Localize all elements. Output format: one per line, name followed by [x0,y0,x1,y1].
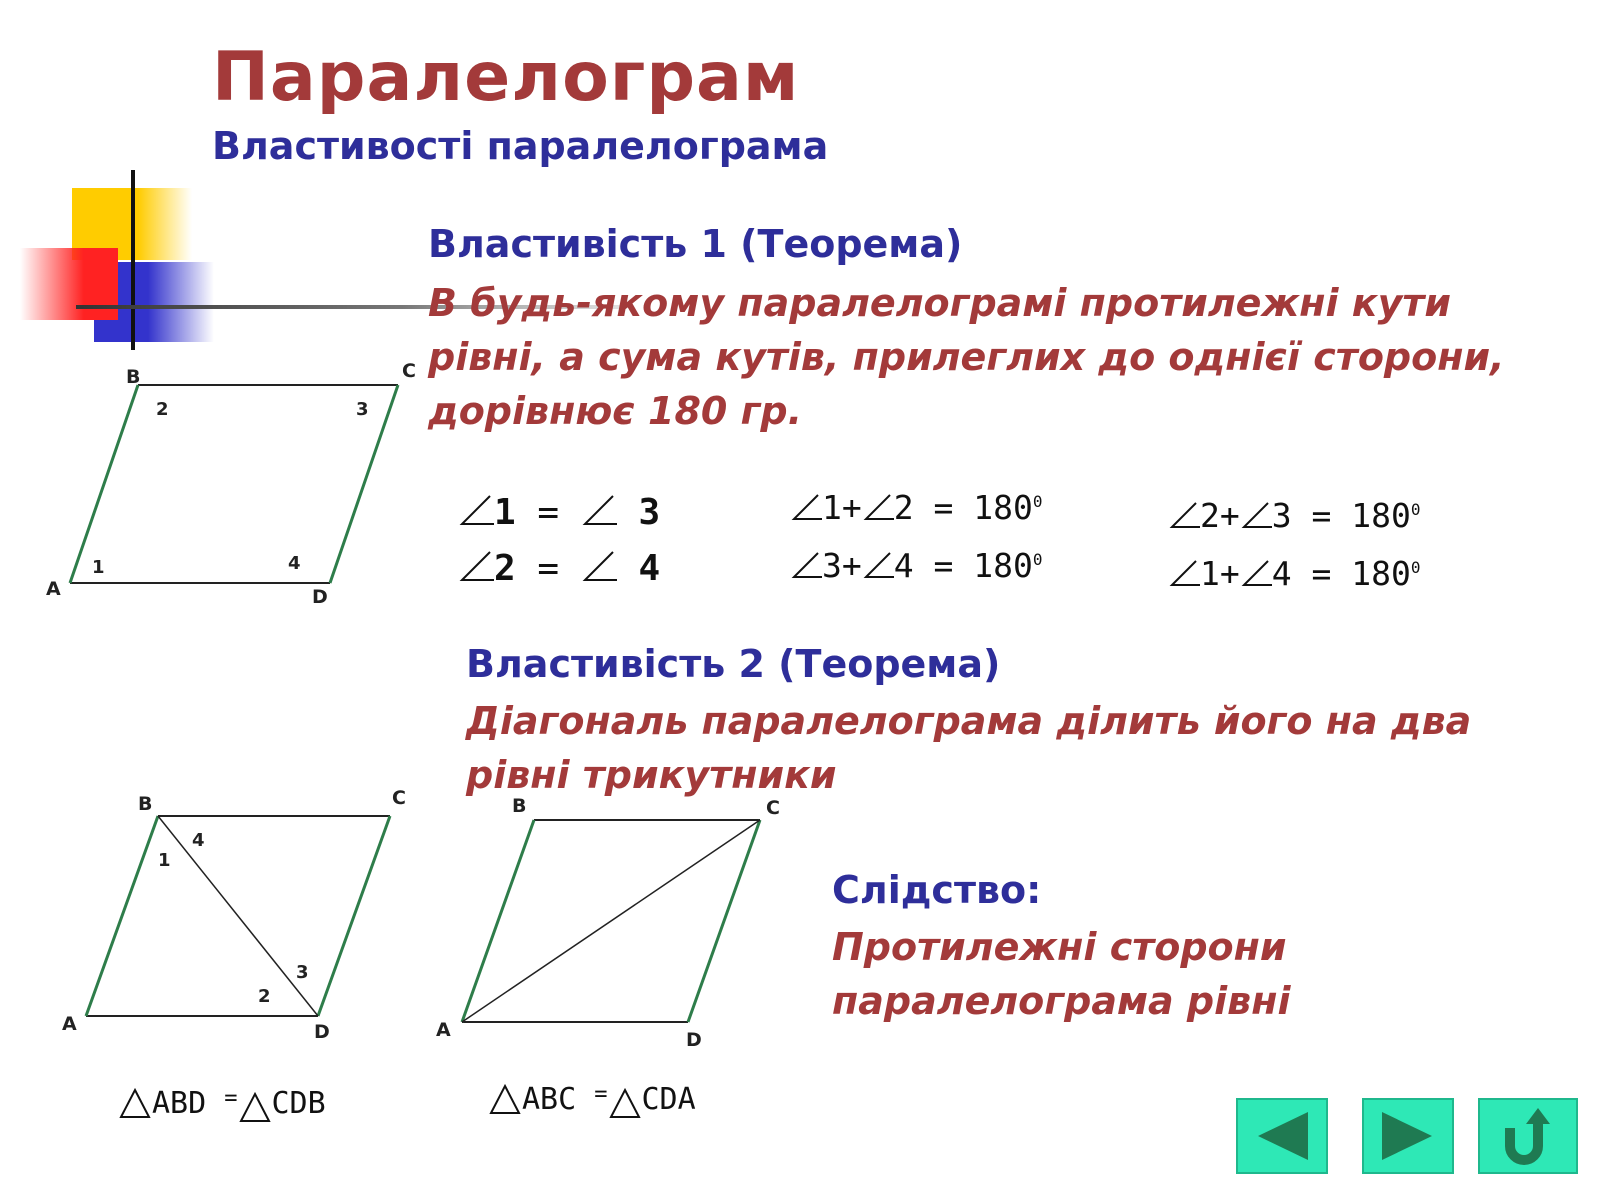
page-subtitle: Властивості паралелограма [212,124,829,168]
eq-right: 3 [1271,496,1292,535]
degree-symbol: 0 [1410,500,1421,519]
angle-label-4: 4 [288,553,301,574]
triangle-icon [488,1083,522,1115]
page-title: Паралелограм [212,38,800,117]
equation-opposite-2-4 [458,548,660,589]
angle-symbol-icon [1168,499,1200,531]
vertex-label-c: C [392,787,406,809]
eq-right: 2 [893,488,914,527]
vertex-label-a: A [46,578,61,600]
vertex-label-b: B [138,793,153,815]
eq-left: 1 [822,488,842,527]
eq-result: 180 [973,488,1033,527]
angle-symbol-icon [1240,557,1272,589]
angle-symbol-icon [862,549,894,581]
vertex-label-c: C [766,797,780,819]
eq-right: 4 [893,546,914,585]
angle-label-2: 2 [156,399,169,420]
eq-right: 3 [638,492,661,533]
angle-label-4: 4 [192,830,205,851]
parallelogram-figure-3 [430,780,790,1050]
eq-result: 180 [1351,496,1411,535]
vertex-label-a: A [436,1019,451,1041]
eq-operator: = [537,548,560,589]
triangle-equality-abd-cdb [118,1086,326,1123]
vertex-label-b: B [512,795,527,817]
vertex-label-c: C [402,360,416,382]
vertex-label-d: D [314,1021,330,1040]
triangle-equality-abc-cda [488,1082,696,1119]
angle-symbol-icon [581,492,617,528]
eq-result: 180 [973,546,1033,585]
caption-left: ABC [522,1082,577,1117]
angle-symbol-icon [1168,557,1200,589]
eq-right: 4 [638,548,661,589]
vertex-label-a: A [62,1013,77,1035]
previous-slide-button[interactable] [1236,1098,1328,1174]
equation-sum-1-2: $1+ 2 = 180^0$ [790,488,1042,527]
vertex-label-d: D [686,1029,702,1050]
caption-right: CDB [271,1086,326,1121]
caption-equals: = [224,1086,238,1111]
angle-symbol-icon [790,549,822,581]
equation-sum-2-3: $2+ 3 = 180^0$ [1168,496,1420,535]
triangle-icon [118,1087,152,1119]
parallelogram-figure-2 [40,770,430,1040]
triangle-icon [608,1087,642,1119]
equation-sum-3-4: $3+ 4 = 180^0$ [790,546,1042,585]
parallelogram-figure-1 [30,355,430,625]
vertex-label-d: D [312,586,328,608]
eq-left: 2 [1200,496,1220,535]
caption-left: ABD [152,1086,207,1121]
eq-operator: + [841,546,862,585]
property-2-heading: Властивість 2 (Теорема) [466,642,1001,686]
degree-symbol: 0 [1410,558,1421,577]
property-2-text: Діагональ паралелограма ділить його на два рівні трикутники [466,699,1472,797]
angle-symbol-icon [458,492,494,528]
angle-label-1: 1 [158,850,171,871]
eq-right: 4 [1271,554,1292,593]
eq-operator: + [1219,496,1240,535]
vertex-label-b: B [126,366,141,388]
angle-label-3: 3 [356,399,369,420]
eq-operator: = [537,492,560,533]
angle-label-3: 3 [296,962,309,983]
triangle-right-icon [1378,1108,1438,1164]
angle-label-2: 2 [258,986,271,1007]
angle-label-1: 1 [92,557,105,578]
consequence-text: Протилежні сторони паралелограма рівні [832,925,1291,1023]
consequence-heading: Слідство: [832,868,1042,912]
property-1-heading: Властивість 1 (Теорема) [428,222,963,266]
equation-sum-1-4: $1+ 4 = 180^0$ [1168,554,1420,593]
eq-left: 3 [822,546,842,585]
u-turn-arrow-icon [1496,1106,1560,1166]
eq-left: 1 [1200,554,1220,593]
eq-left: 1 [494,492,516,533]
caption-right: CDA [641,1082,696,1117]
angle-symbol-icon [581,548,617,584]
next-slide-button[interactable] [1362,1098,1454,1174]
equation-opposite-1-3 [458,492,660,533]
eq-result: 180 [1351,554,1411,593]
eq-left: 2 [494,548,516,589]
angle-symbol-icon [790,491,822,523]
degree-symbol: 0 [1032,492,1043,511]
angle-symbol-icon [1240,499,1272,531]
return-button[interactable] [1478,1098,1578,1174]
caption-equals: = [594,1082,608,1107]
angle-symbol-icon [862,491,894,523]
eq-operator: + [841,488,862,527]
eq-operator: + [1219,554,1240,593]
triangle-icon [238,1091,272,1123]
angle-symbol-icon [458,548,494,584]
triangle-left-icon [1252,1108,1312,1164]
degree-symbol: 0 [1032,550,1043,569]
property-1-text: В будь-якому паралелограмі протилежні кути рівні, а сума кутів, прилеглих до однієї сторони, дорівнює 180 гр. [428,281,1505,433]
